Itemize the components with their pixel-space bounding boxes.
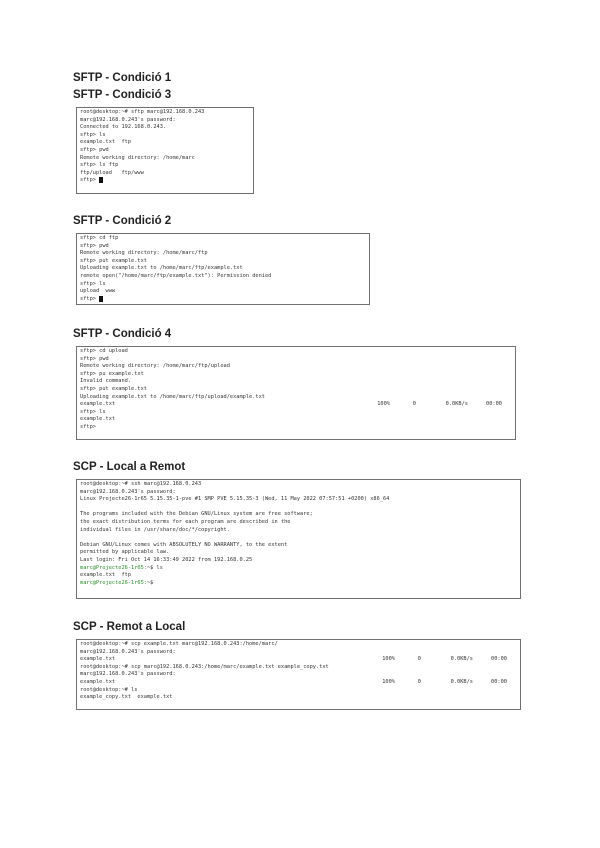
transfer-speed: 0.0KB/s (450, 656, 473, 663)
transfer-percent: 100% (382, 656, 395, 663)
terminal-prompt-line (80, 580, 517, 588)
terminal-line: Invalid command. (80, 378, 132, 385)
terminal-line: Remote working directory: /home/marc (80, 154, 195, 161)
heading-scp-local-a-remot: SCP - Local a Remot (73, 461, 186, 473)
terminal-sftp-condicio-4 (76, 346, 516, 440)
transfer-progress-line (80, 401, 512, 409)
terminal-line: sftp> ls (80, 280, 106, 287)
terminal-line: individual files in /usr/share/doc/*/copyright. (80, 526, 230, 533)
heading-sftp-condicio-4: SFTP - Condició 4 (73, 328, 172, 340)
terminal-line: example.txt ftp (80, 139, 132, 146)
terminal-prompt-line (80, 296, 366, 304)
terminal-line: sftp> pwd (80, 242, 109, 249)
terminal-line: marc@192.168.0.243's password: (80, 648, 176, 655)
terminal-scp-remot-a-local (76, 639, 521, 710)
terminal-sftp-condicio-3 (76, 107, 254, 194)
terminal-prompt-line (80, 177, 250, 185)
terminal-line: The programs included with the Debian GNU/Linux system are free software; (80, 511, 313, 518)
terminal-line: permitted by applicable law. (80, 549, 170, 556)
heading-sftp-condicio-1: SFTP - Condició 1 (73, 72, 172, 84)
terminal-line: root@desktop:~# ls (80, 686, 138, 693)
terminal-line: ftp/upload ftp/www (80, 169, 144, 176)
terminal-line: root@desktop:~# sftp marc@192.168.0.243 (80, 109, 205, 115)
terminal-line (80, 534, 517, 542)
heading-sftp-condicio-3: SFTP - Condició 3 (73, 89, 172, 101)
transfer-percent: 100% (377, 401, 390, 408)
terminal-line: sftp> pu example.txt (80, 370, 144, 377)
terminal-line: root@desktop:~# ssh marc@192.168.0.243 (80, 481, 202, 487)
terminal-prompt: marc@Projecte26-1r65: (80, 564, 147, 571)
terminal-line: sftp> put example.txt (80, 385, 147, 392)
terminal-command: ~$ ls (146, 564, 163, 571)
transfer-size: 0 (417, 678, 421, 685)
terminal-line: example.txt ftp (80, 572, 132, 579)
terminal-line: Remote working directory: /home/marc/ftp (80, 250, 208, 257)
transfer-percent: 100% (382, 678, 395, 685)
heading-scp-remot-a-local: SCP - Remot a Local (73, 621, 186, 633)
terminal-prompt-line (80, 565, 517, 573)
terminal-line: Connected to 192.168.0.243. (80, 124, 167, 131)
terminal-line: example.txt (80, 416, 116, 423)
terminal-line: Uploading example.txt to /home/marc/ftp/upload/example.txt (80, 393, 265, 400)
terminal-line (80, 504, 517, 512)
transfer-time: 00:00 (491, 678, 507, 685)
terminal-prompt: marc@Projecte26-1r65: (80, 579, 147, 586)
terminal-line: remote open("/home/marc/ftp/example.txt"): Permission denied (80, 272, 272, 279)
transfer-size: 0 (417, 656, 421, 663)
terminal-line: marc@192.168.0.243's password: (80, 116, 176, 123)
terminal-line: sftp> put example.txt (80, 257, 147, 264)
terminal-scp-local-a-remot (76, 479, 521, 599)
terminal-line: sftp> ls (80, 131, 106, 138)
transfer-speed: 0.0KB/s (450, 678, 473, 685)
cursor-icon (99, 296, 103, 302)
terminal-line: root@desktop:~# scp example.txt marc@192.168.0.243:/home/marc/ (80, 641, 278, 647)
terminal-line: sftp> pwd (80, 146, 109, 153)
terminal-line: root@desktop:~# scp marc@192.168.0.243:/home/marc/example.txt example_copy.txt (80, 663, 329, 670)
terminal-prompt: sftp> (80, 295, 100, 302)
terminal-line: sftp> cd ftp (80, 235, 119, 241)
transfer-time: 00:00 (486, 401, 502, 408)
transfer-time: 00:00 (491, 656, 507, 663)
transfer-file: example.txt (80, 678, 116, 685)
terminal-line: sftp> cd upload (80, 348, 128, 354)
terminal-line: marc@192.168.0.243's password: (80, 671, 176, 678)
terminal-line: marc@192.168.0.243's password: (80, 488, 176, 495)
terminal-line: Debian GNU/Linux comes with ABSOLUTELY NO WARRANTY, to the extent (80, 541, 288, 548)
terminal-line: sftp> (80, 423, 100, 430)
heading-sftp-condicio-2: SFTP - Condició 2 (73, 215, 172, 227)
terminal-prompt: sftp> (80, 177, 100, 184)
terminal-line: sftp> ls ftp (80, 162, 119, 169)
transfer-size: 0 (412, 401, 416, 408)
transfer-file: example.txt (80, 656, 116, 663)
terminal-line: example_copy.txt example.txt (80, 694, 173, 701)
transfer-file: example.txt (80, 401, 116, 408)
transfer-progress-line (80, 656, 517, 664)
terminal-line: Remote working directory: /home/marc/ftp/upload (80, 363, 230, 370)
terminal-sftp-condicio-2 (76, 233, 370, 305)
terminal-line: sftp> ls (80, 408, 106, 415)
cursor-icon (99, 177, 103, 183)
terminal-line: Uploading example.txt to /home/marc/ftp/example.txt (80, 265, 243, 272)
terminal-line: Last login: Fri Oct 14 16:33:49 2022 from 192.168.0.25 (80, 556, 253, 563)
terminal-line: the exact distribution terms for each program are described in the (80, 518, 291, 525)
terminal-command: ~$ (146, 579, 157, 586)
transfer-progress-line (80, 679, 517, 687)
terminal-line: upload www (80, 288, 116, 295)
terminal-line: Linux Projecte26-1r65 5.15.35-1-pve #1 SMP PVE 5.15.35-3 (Wed, 11 May 2022 07:57:51 +0200) x86_64 (80, 496, 390, 503)
transfer-speed: 0.0KB/s (445, 401, 468, 408)
terminal-line: sftp> pwd (80, 355, 109, 362)
